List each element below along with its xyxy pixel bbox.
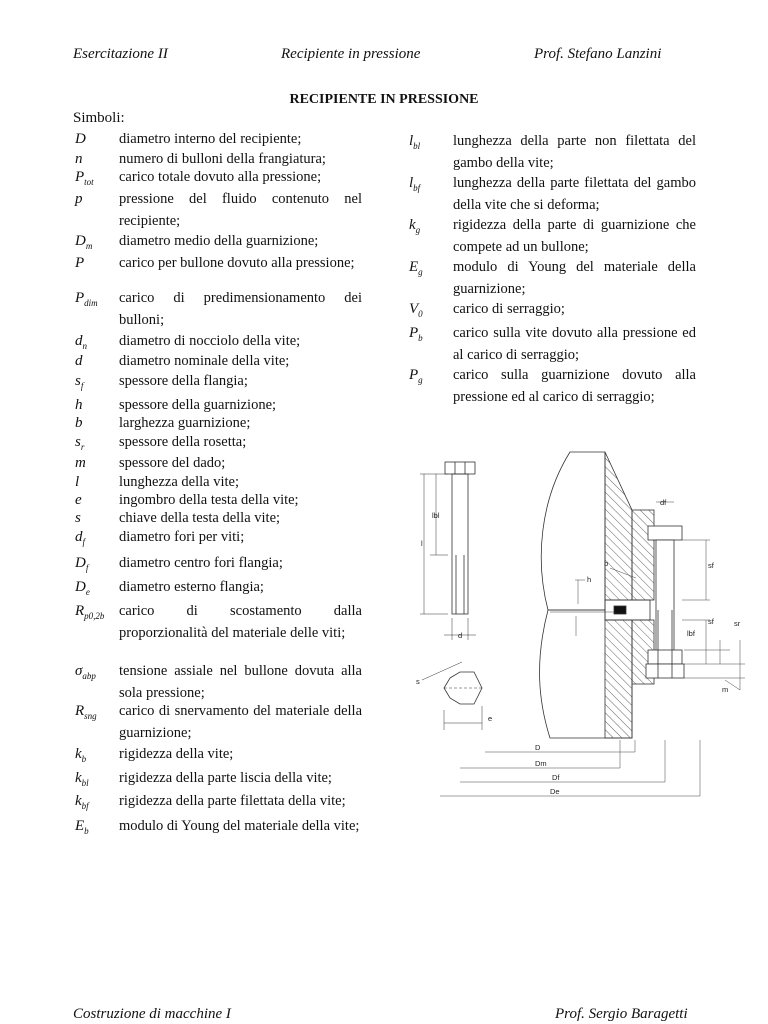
symbol-base: p (75, 191, 83, 207)
symbol-description: spessore della rosetta; (119, 434, 247, 450)
symbol-base: D (75, 579, 86, 595)
label-sf: sf (708, 561, 714, 570)
symbol (409, 214, 420, 241)
symbol-base: b (75, 415, 83, 431)
symbol-description: spessore della flangia; (119, 373, 248, 389)
symbol-subscript: 0 (418, 309, 423, 319)
symbol-base: V (409, 301, 419, 317)
symbol-subscript: bf (413, 183, 421, 193)
symbol-subscript: p0,2b (84, 611, 105, 621)
symbol-base: D (75, 131, 86, 147)
symbol-base: h (75, 397, 83, 413)
symbol-description: diametro di nocciolo della vite; (119, 333, 301, 349)
symbol-description: carico per bullone dovuto alla pressione; (119, 255, 355, 271)
label-sf-2: sf (708, 617, 714, 626)
symbol-subscript: m (85, 241, 93, 251)
symbol-subscript: bf (81, 801, 89, 811)
symbol-base: R (75, 703, 85, 719)
symbol-subscript: abp (82, 671, 96, 681)
symbol (75, 526, 85, 553)
symbol-description: larghezza guarnizione; (119, 415, 251, 431)
header-author: Prof. Stefano Lanzini (534, 46, 662, 62)
symbol (75, 128, 86, 150)
symbol (75, 743, 86, 770)
symbol-base: s (75, 434, 81, 450)
label-lbf: lbf (687, 629, 695, 638)
symbol-subscript: n (82, 341, 87, 351)
symbol (409, 172, 420, 199)
symbol-description: carico di serraggio; (453, 301, 565, 317)
symbol-base: D (75, 233, 86, 249)
footer-course: Costruzione di macchine I (73, 1006, 231, 1022)
symbol-base: σ (75, 663, 83, 679)
symbol-subscript: e (85, 587, 90, 597)
symbol-base: l (409, 133, 414, 149)
label-d: d (458, 631, 463, 640)
label-b: b (604, 559, 609, 568)
symbol-base: P (409, 325, 419, 341)
symbol-description: carico di scostamento dalla proporzionalità del materiale delle viti; (119, 603, 362, 641)
symbol (75, 576, 90, 603)
symbol-subscript: tot (84, 177, 94, 187)
symbol-subscript: f (80, 381, 84, 391)
symbol (75, 790, 89, 817)
symbol-description: pressione del fluido contenuto nel recipiente; (119, 191, 362, 229)
label-m: m (722, 685, 729, 694)
symbol-description: rigidezza della parte di guarnizione che compete ad un bullone; (453, 217, 696, 255)
symbol (409, 256, 423, 283)
symbol-base: P (75, 290, 85, 306)
symbol-base: m (75, 455, 86, 471)
symbol-base: k (75, 746, 82, 762)
symbol-description: diametro medio della guarnizione; (119, 233, 319, 249)
symbol-subscript: bl (413, 141, 421, 151)
symbols-label: Simboli: (73, 110, 125, 126)
symbol (75, 188, 83, 210)
symbol-base: E (75, 818, 85, 834)
symbol (409, 364, 423, 391)
header-course: Esercitazione II (73, 46, 168, 62)
symbol-description: lunghezza della vite; (119, 474, 239, 490)
symbol (75, 815, 89, 842)
symbol-description: spessore della guarnizione; (119, 397, 277, 413)
symbol-subscript: r (80, 442, 85, 452)
symbol-subscript: g (418, 375, 423, 385)
symbol-base: e (75, 492, 82, 508)
symbol-base: R (75, 603, 85, 619)
label-s: s (416, 677, 420, 686)
label-D: D (535, 743, 541, 752)
symbol-description: lunghezza della parte filettata del gambo della vite che si deforma; (453, 175, 696, 213)
symbol-description: diametro nominale della vite; (119, 353, 290, 369)
symbol (75, 600, 104, 627)
symbol-description: diametro centro fori flangia; (119, 555, 283, 571)
hex-head-view (422, 662, 482, 730)
symbol-base: D (75, 555, 86, 571)
symbol-subscript: sng (84, 711, 97, 721)
symbol-description: carico sulla vite dovuto alla pressione ed al carico di serraggio; (453, 325, 696, 363)
label-sr: sr (734, 619, 741, 628)
label-lbl: lbl (432, 511, 440, 520)
symbol-subscript: b (84, 826, 89, 836)
symbol-description: spessore del dado; (119, 455, 226, 471)
symbol-subscript: g (418, 267, 423, 277)
label-Df: Df (552, 773, 560, 782)
header-topic: Recipiente in pressione (281, 46, 421, 62)
symbol-description: carico sulla guarnizione dovuto alla pressione ed al carico di serraggio; (453, 367, 696, 405)
symbol-description: modulo di Young del materiale della guarnizione; (453, 259, 696, 297)
symbol-description: carico di predimensionamento dei bulloni; (119, 290, 362, 328)
symbol-base: d (75, 529, 83, 545)
label-h: h (587, 575, 592, 584)
symbol-description: diametro fori per viti; (119, 529, 245, 545)
standalone-bolt (420, 462, 476, 640)
symbol (75, 370, 83, 397)
symbol-base: l (75, 474, 80, 490)
symbol-description: modulo di Young del materiale della vite; (119, 818, 360, 834)
symbol (75, 552, 88, 579)
symbol-base: s (75, 373, 81, 389)
label-De: De (550, 787, 560, 796)
symbol-subscript: dim (84, 298, 98, 308)
symbol-description: carico totale dovuto alla pressione; (119, 169, 322, 185)
symbol-base: E (409, 259, 419, 275)
symbol-subscript: b (418, 333, 423, 343)
symbol-subscript: b (81, 754, 87, 764)
symbol-base: P (409, 367, 419, 383)
symbol-subscript: bl (81, 778, 89, 788)
symbol-base: d (75, 353, 83, 369)
symbol-base: n (75, 151, 83, 167)
symbol-description: chiave della testa della vite; (119, 510, 281, 526)
document-title: RECIPIENTE IN PRESSIONE (289, 92, 479, 107)
symbol-description: carico di snervamento del materiale della guarnizione; (119, 703, 362, 741)
symbol (75, 700, 97, 727)
symbol-base: k (409, 217, 416, 233)
symbol-description: rigidezza della vite; (119, 746, 234, 762)
symbol (409, 298, 423, 325)
symbol (75, 660, 96, 687)
flange-bolt-diagram (400, 440, 760, 810)
label-l: l (421, 539, 423, 548)
symbol-description: rigidezza della parte liscia della vite; (119, 770, 332, 786)
symbol-subscript: g (415, 225, 421, 235)
symbol-base: k (75, 770, 82, 786)
symbol-description: rigidezza della parte filettata della vite; (119, 793, 346, 809)
symbol (409, 322, 423, 349)
symbol-description: numero di bulloni della frangiatura; (119, 151, 326, 167)
symbol (409, 130, 420, 157)
footer-author: Prof. Sergio Baragetti (555, 1006, 688, 1022)
symbol-subscript: f (85, 563, 89, 573)
label-df: df (660, 498, 667, 507)
symbol-base: k (75, 793, 82, 809)
symbol-description: lunghezza della parte non filettata del gambo della vite; (453, 133, 696, 171)
symbol (75, 350, 83, 372)
symbol (75, 252, 84, 274)
symbol-description: diametro interno del recipiente; (119, 131, 302, 147)
symbol-description: ingombro della testa della vite; (119, 492, 299, 508)
symbol-base: P (75, 255, 85, 271)
symbol-description: diametro esterno flangia; (119, 579, 264, 595)
symbol-base: d (75, 333, 83, 349)
label-e: e (488, 714, 493, 723)
symbol-subscript: f (82, 537, 86, 547)
symbol-base: l (409, 175, 414, 191)
vessel-flange (540, 452, 654, 738)
symbol-description: tensione assiale nel bullone dovuta alla sola pressione; (119, 663, 362, 701)
symbol-base: s (75, 510, 81, 526)
label-Dm: Dm (535, 759, 547, 768)
symbol (75, 287, 98, 314)
symbol-base: P (75, 169, 85, 185)
